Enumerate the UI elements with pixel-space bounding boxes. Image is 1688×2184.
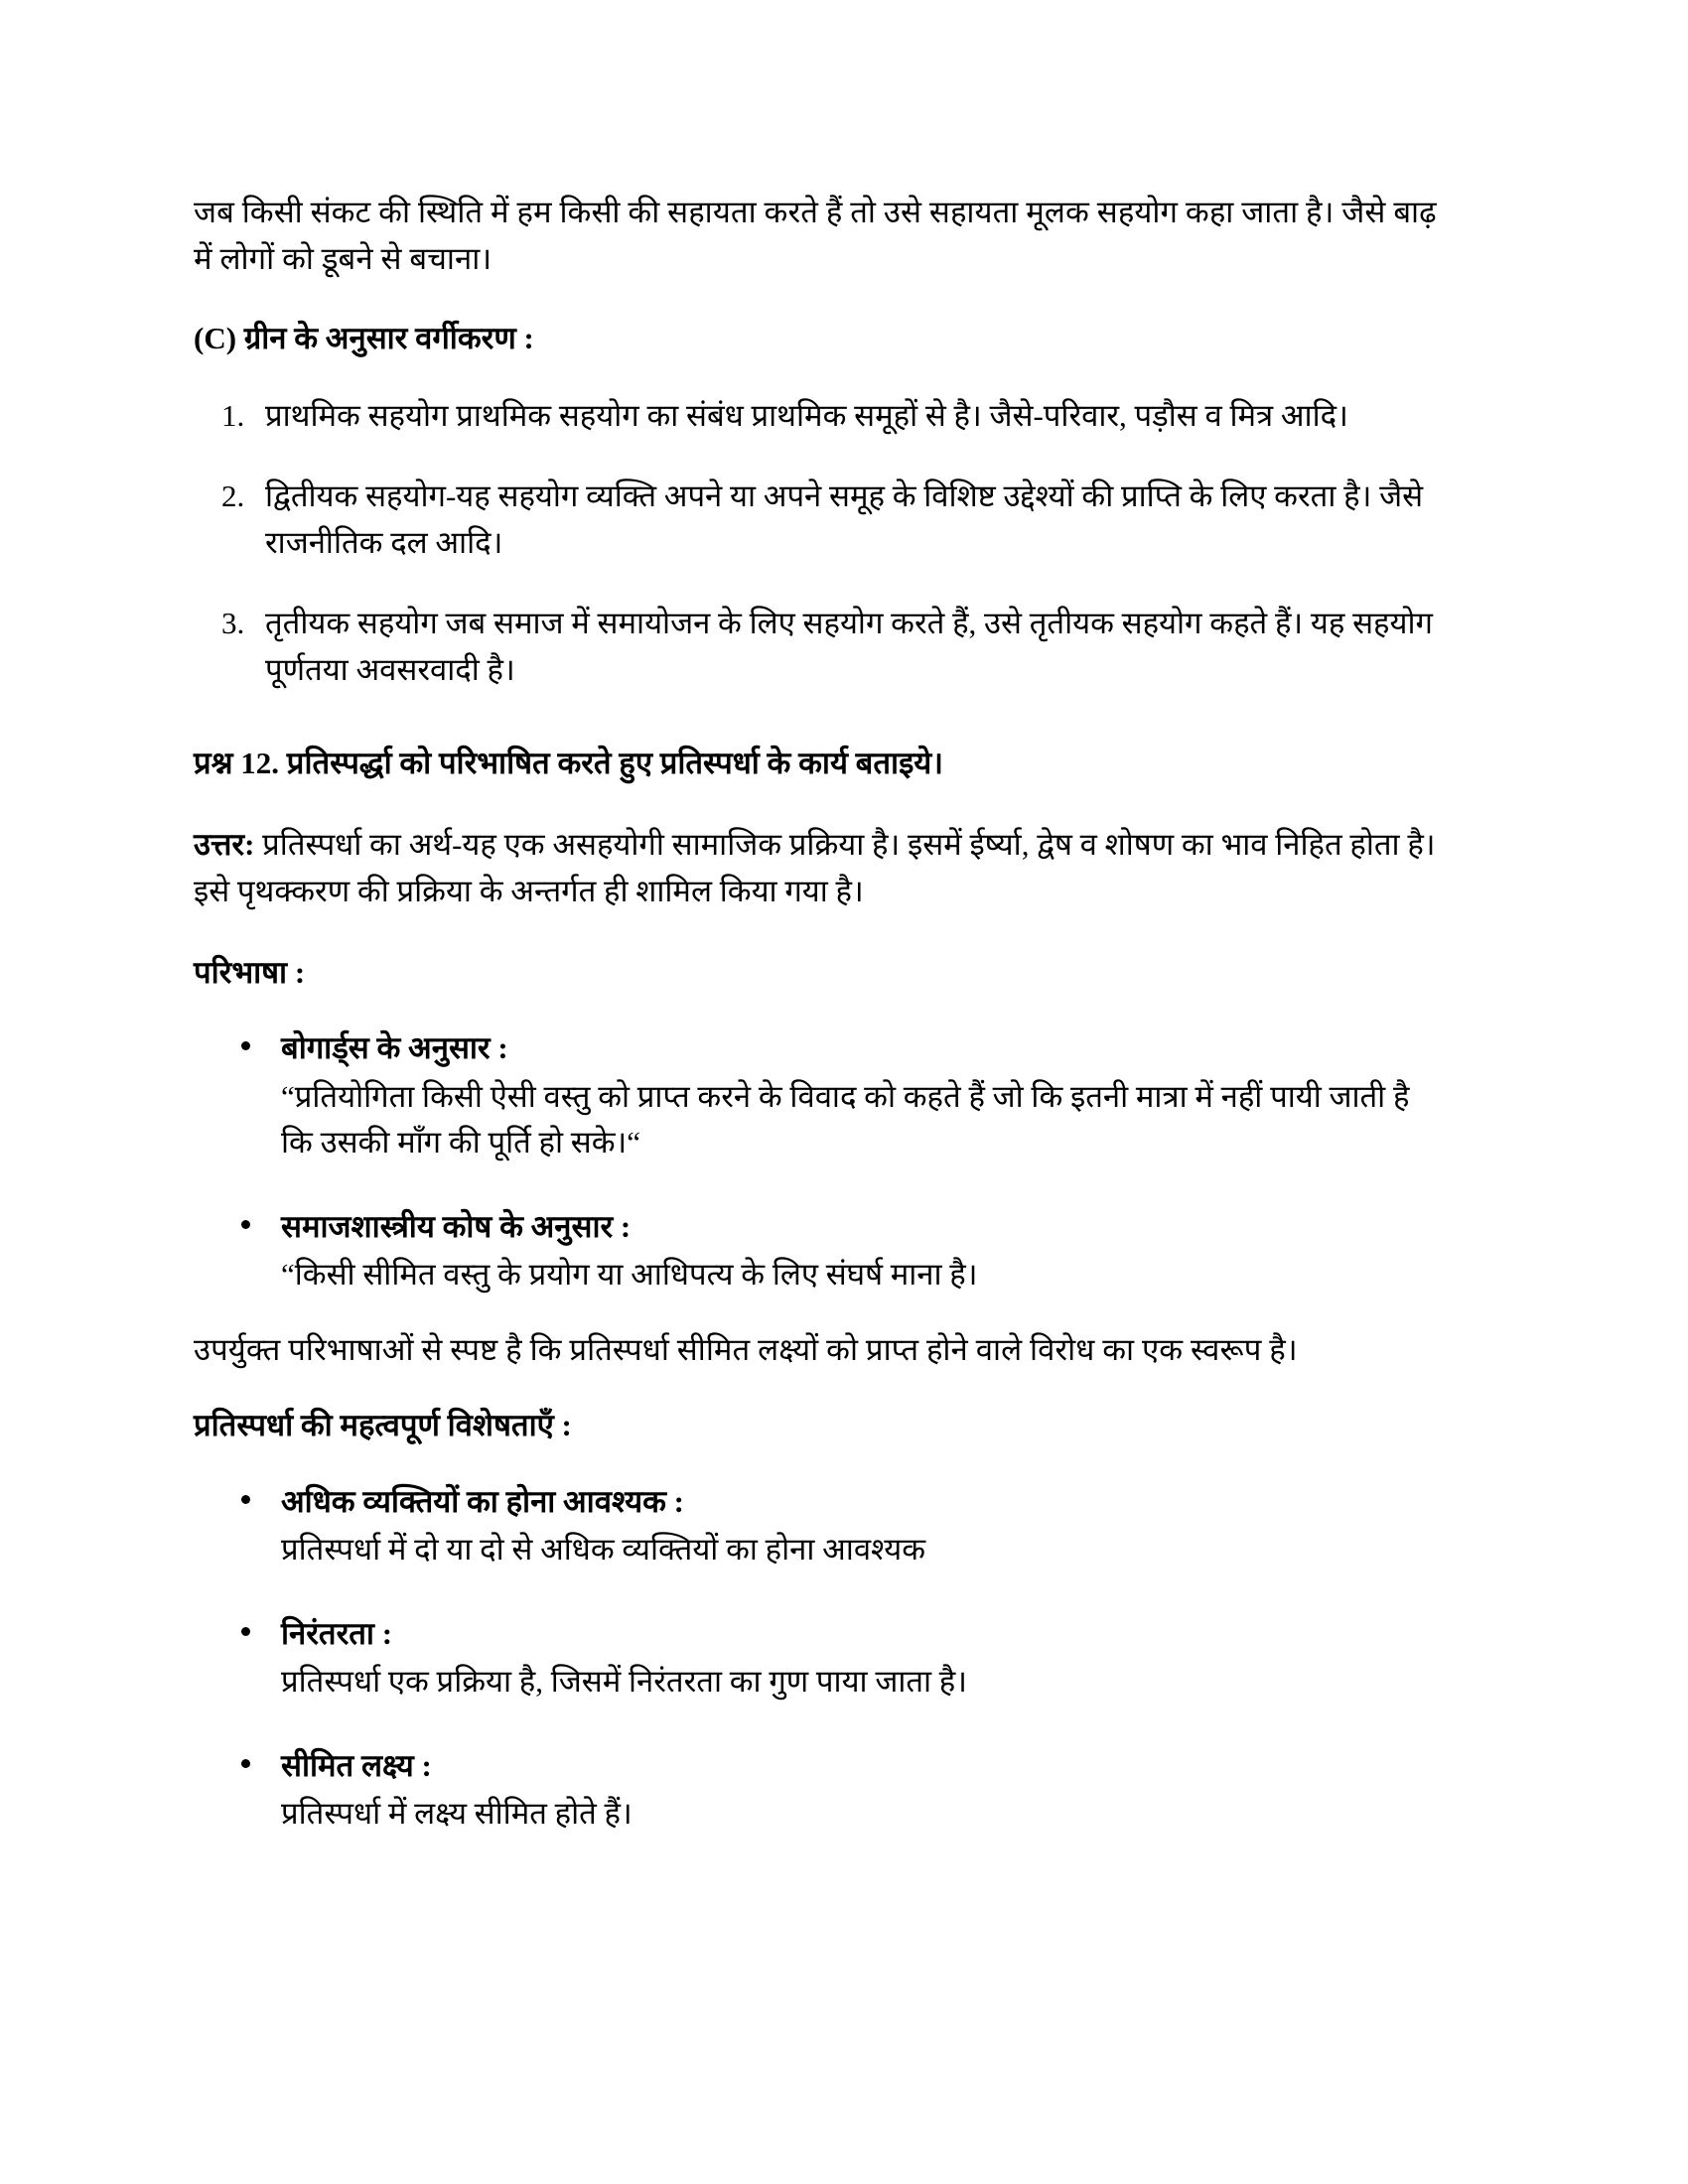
bullet-body: प्रतिस्पर्धा में लक्ष्य सीमित होते हैं। (281, 1796, 633, 1832)
bullet-body: प्रतिस्पर्धा एक प्रक्रिया है, जिसमें निरंतरता का गुण पाया जाता है। (281, 1664, 968, 1700)
bullet-dot-icon (241, 1220, 250, 1229)
bullet-body: “किसी सीमित वस्तु के प्रयोग या आधिपत्य के लिए संघर्ष माना है। (281, 1257, 978, 1293)
answer-label: उत्तर: (194, 826, 255, 862)
bullet-title: सीमित लक्ष्य : (281, 1747, 432, 1783)
definition-list (194, 1025, 1440, 1298)
bullet-body: “प्रतियोगिता किसी ऐसी वस्तु को प्राप्त करने के विवाद को कहते हैं जो कि इतनी मात्रा में नहीं पायी जाती है कि उसकी माँग की पूर्ति हो सके।“ (281, 1078, 1410, 1160)
list-item-text: प्राथमिक सहयोग प्राथमिक सहयोग का संबंध प्राथमिक समूहों से है। जैसे-परिवार, पड़ौस व मित्र आदि। (265, 397, 1348, 433)
bullet-title: बोगार्ड्स के अनुसार : (281, 1030, 508, 1066)
list-item (194, 392, 1440, 439)
bullet-dot-icon (241, 1627, 250, 1636)
bullet-title: समाजशास्त्रीय कोष के अनुसार : (281, 1208, 632, 1244)
list-item (194, 1479, 1440, 1573)
bullet-dot-icon (241, 1759, 250, 1768)
list-item (194, 1204, 1440, 1298)
definition-heading: परिभाषा : (194, 954, 306, 990)
list-item (194, 473, 1440, 566)
list-item (194, 600, 1440, 693)
section-c-list (194, 392, 1440, 694)
conclusion-paragraph: उपर्युक्त परिभाषाओं से स्पष्ट है कि प्रतिस्पर्धा सीमित लक्ष्यों को प्राप्त होने वाले विरोध का एक स्वरूप है। (194, 1331, 1298, 1367)
bullet-dot-icon (241, 1495, 250, 1504)
list-item-number: 2. (221, 478, 245, 513)
features-list (194, 1479, 1440, 1838)
bullet-title: अधिक व्यक्तियों का होना आवश्यक : (281, 1483, 685, 1519)
intro-paragraph: जब किसी संकट की स्थिति में हम किसी की सहायता करते हैं तो उसे सहायता मूलक सहयोग कहा जाता है। जैसे बाढ़ में लोगों को डूबने से बचाना। (194, 195, 1437, 277)
bullet-title: निरंतरता : (281, 1615, 393, 1651)
bullet-dot-icon (241, 1041, 250, 1050)
features-heading: प्रतिस्पर्धा की महत्वपूर्ण विशेषताएँ : (194, 1408, 572, 1443)
list-item (194, 1025, 1440, 1166)
list-item-number: 1. (221, 397, 245, 433)
question-12-answer (194, 821, 1440, 914)
list-item (194, 1743, 1440, 1838)
answer-text: प्रतिस्पर्धा का अर्थ-यह एक असहयोगी सामाजिक प्रक्रिया है। इसमें ईर्ष्या, द्वेष व शोषण का भाव निहित होता है। इसे पृथक्करण की प्रक्रिया के अन्तर्गत ही शामिल किया गया है। (194, 826, 1436, 908)
list-item (194, 1611, 1440, 1706)
list-item-text: तृतीयक सहयोग जब समाज में समायोजन के लिए सहयोग करते हैं, उसे तृतीयक सहयोग कहते हैं। यह सहयोग पूर्णतया अवसरवादी है। (265, 606, 1433, 688)
question-12-heading: प्रश्न 12. प्रतिस्पर्द्धा को परिभाषित करते हुए प्रतिस्पर्धा के कार्य बताइये। (194, 746, 944, 781)
list-item-text: द्वितीयक सहयोग-यह सहयोग व्यक्ति अपने या अपने समूह के विशिष्ट उद्देश्यों की प्राप्ति के लिए करता है। जैसे राजनीतिक दल आदि। (265, 478, 1424, 560)
section-c-heading: (C) ग्रीन के अनुसार वर्गीकरण : (194, 321, 534, 356)
list-item-number: 3. (221, 606, 245, 641)
page-content (194, 189, 1440, 1838)
bullet-body: प्रतिस्पर्धा में दो या दो से अधिक व्यक्तियों का होना आवश्यक (281, 1532, 926, 1568)
